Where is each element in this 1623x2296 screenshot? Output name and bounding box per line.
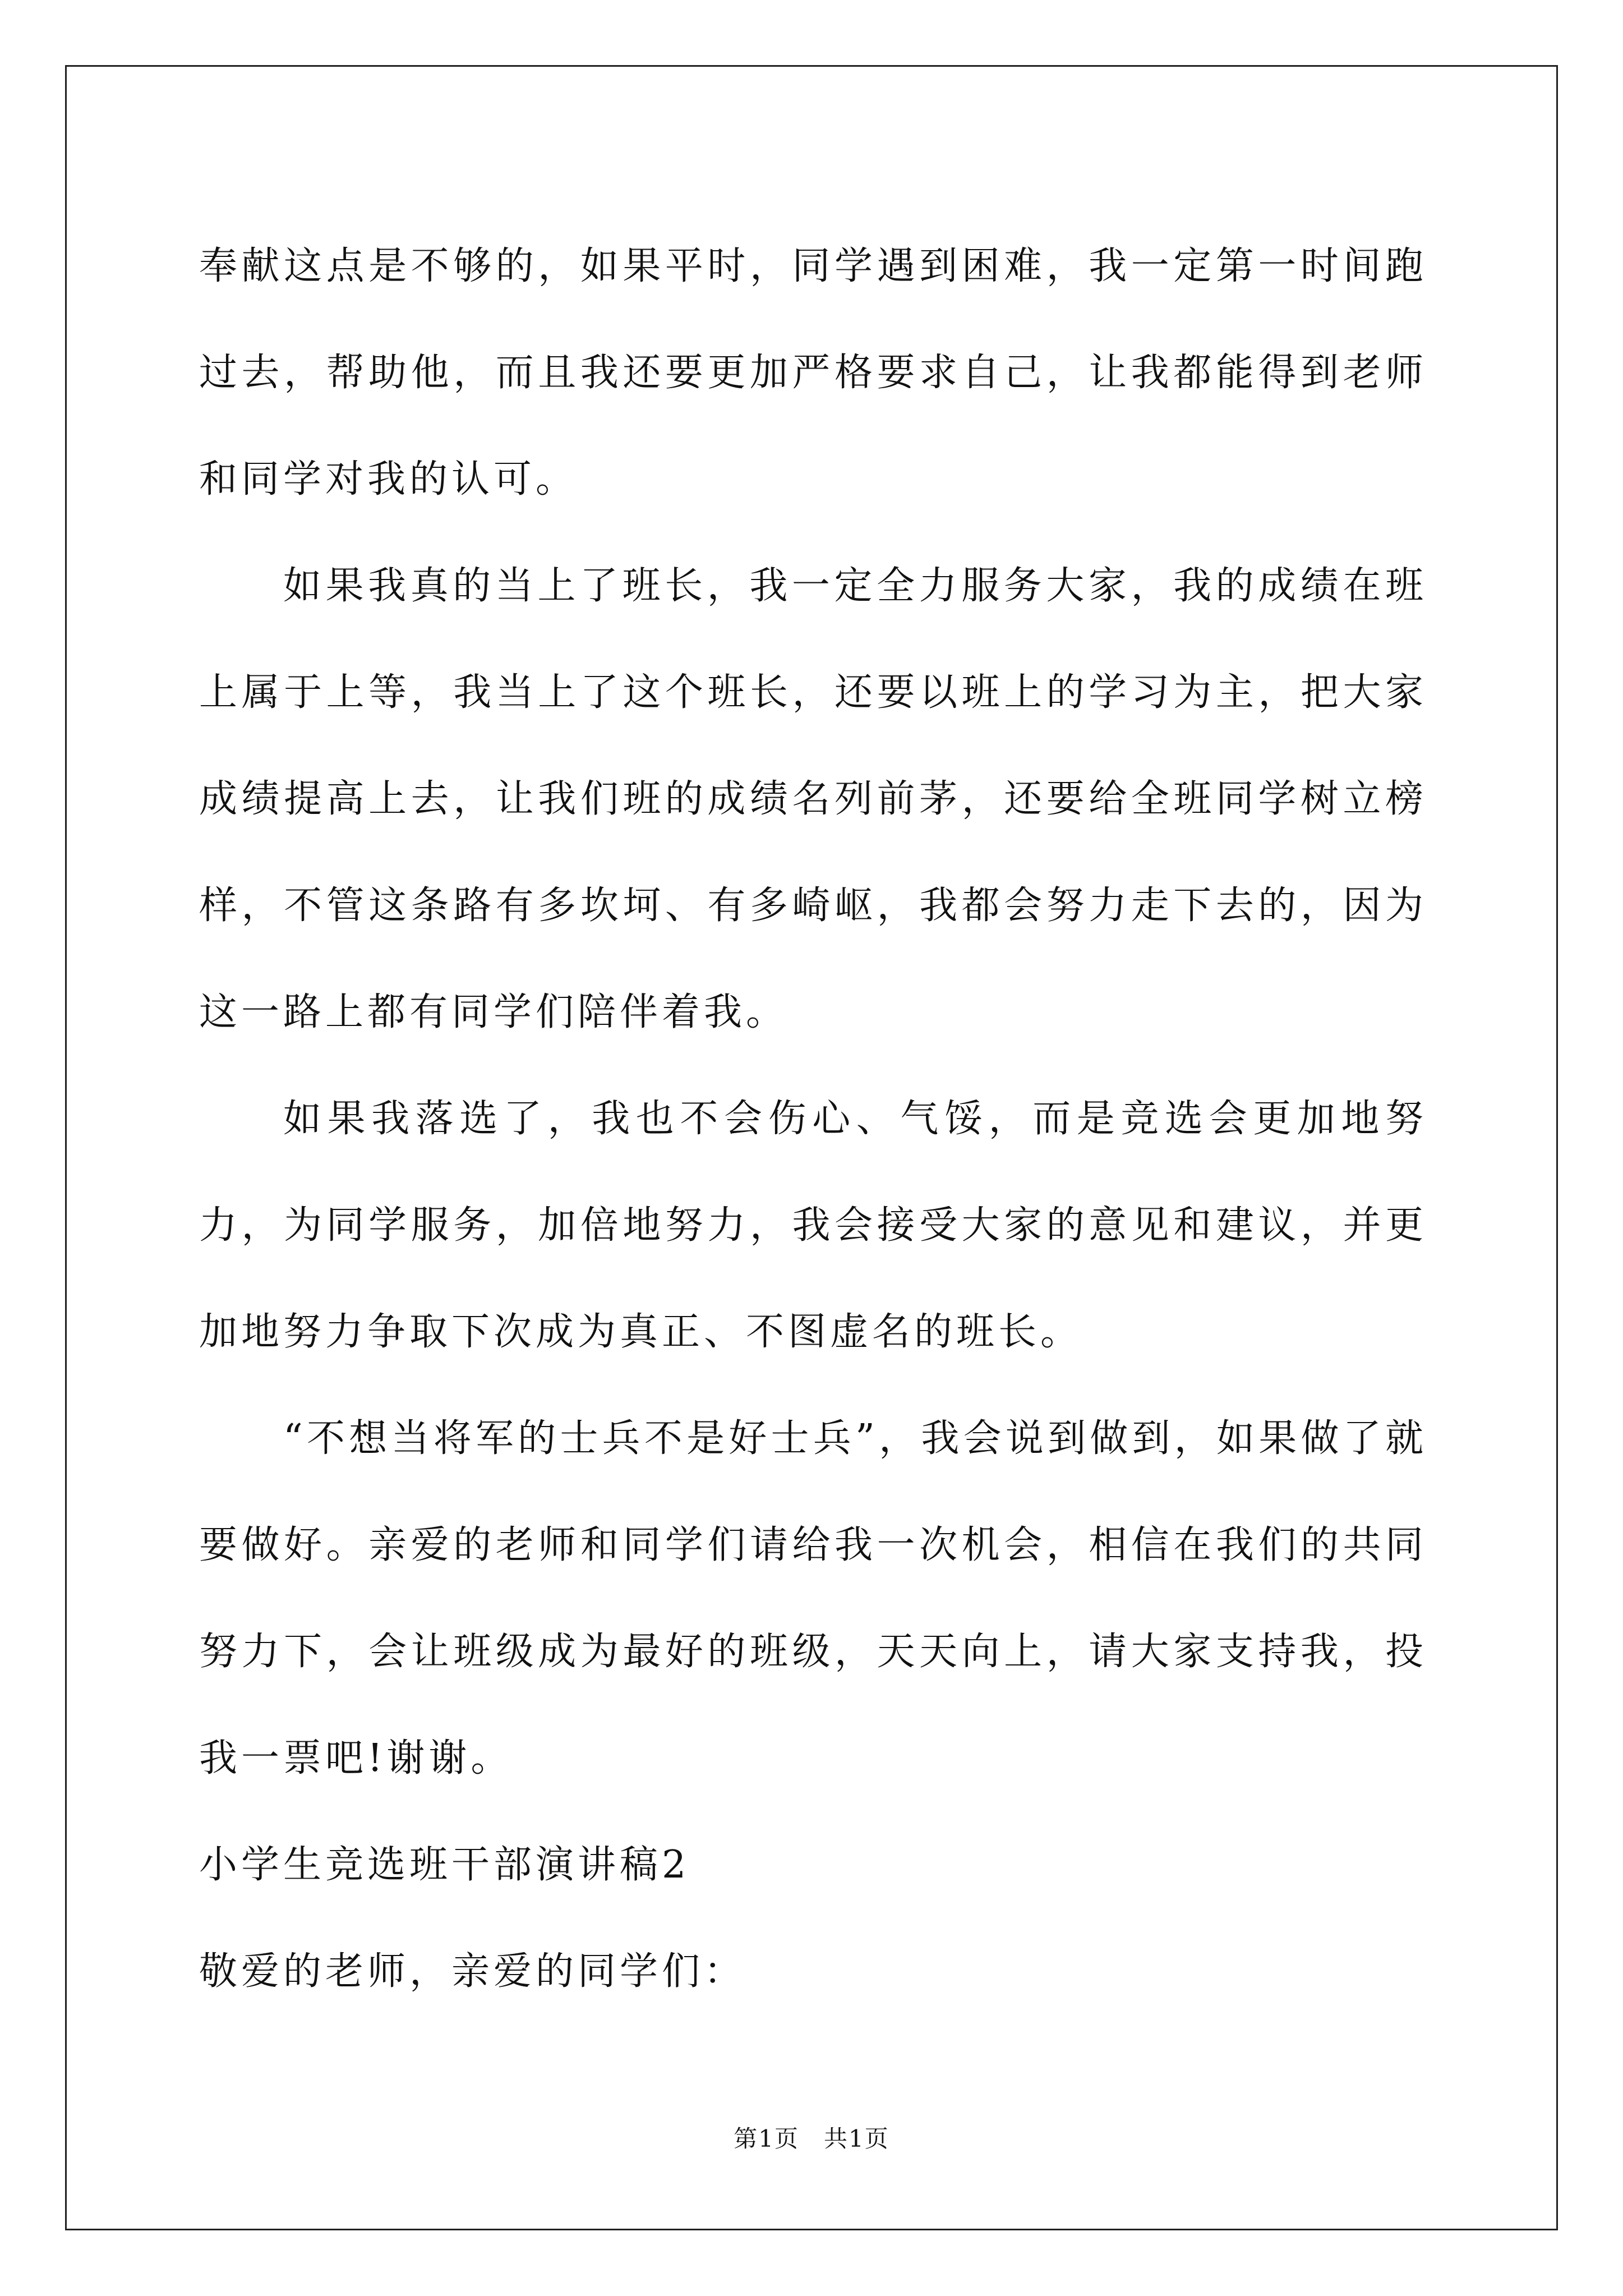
page-number-footer: 第1页 共1页 xyxy=(734,2125,889,2152)
section-title: 小学生竞选班干部演讲稿2 xyxy=(199,1843,690,1887)
document-body xyxy=(199,213,1427,2025)
paragraph-4: “不想当将军的士兵不是好士兵”，我会说到做到，如果做了就要做好。亲爱的老师和同学们请给我一次机会，相信在我们的共同努力下，会让班级成为最好的班级，天天向上，请大家支持我，投我一票吧!谢谢。 xyxy=(199,1416,1427,1780)
paragraph-3: 如果我落选了，我也不会伤心、气馁，而是竞选会更加地努力，为同学服务，加倍地努力，我会接受大家的意见和建议，并更加地努力争取下次成为真正、不图虚名的班长。 xyxy=(199,1097,1427,1354)
salutation: 敬爱的老师，亲爱的同学们： xyxy=(199,1949,746,1994)
paragraph-2: 如果我真的当上了班长，我一定全力服务大家，我的成绩在班上属于上等，我当上了这个班长，还要以班上的学习为主，把大家成绩提高上去，让我们班的成绩名列前茅，还要给全班同学树立榜样，不管这条路有多坎坷、有多崎岖，我都会努力走下去的，因为这一路上都有同学们陪伴着我。 xyxy=(199,564,1427,1034)
paragraph-1: 奉献这点是不够的，如果平时，同学遇到困难，我一定第一时间跑过去，帮助他，而且我还要更加严格要求自己，让我都能得到老师和同学对我的认可。 xyxy=(199,244,1427,501)
